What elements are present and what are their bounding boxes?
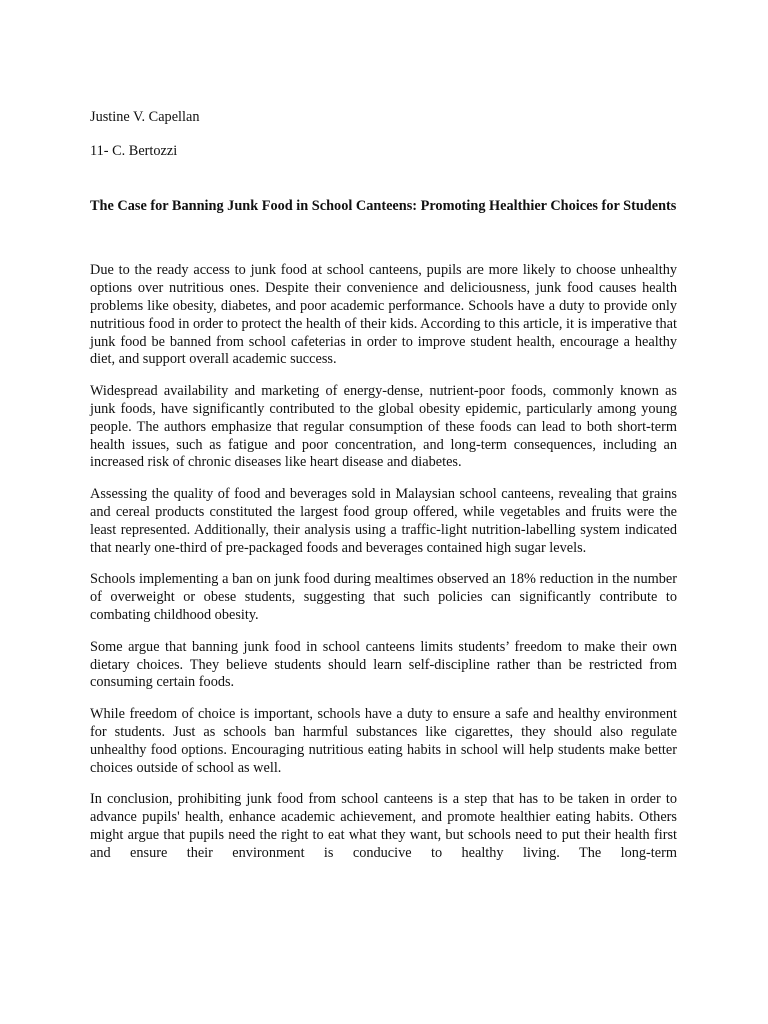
author-name: Justine V. Capellan — [90, 109, 200, 125]
essay-body — [90, 262, 677, 862]
paragraph-junk-food-obesity: Widespread availability and marketing of energy-dense, nutrient-poor foods, commonly known as junk foods, have significantly contributed to the global obesity epidemic, particularly among young people. The authors emphasize that regular consumption of these foods can lead to both short-term health issues, such as fatigue and poor concentration, and long-term consequences, including an increased risk of chronic diseases like heart disease and diabetes. — [90, 383, 677, 471]
paragraph-intro: Due to the ready access to junk food at school canteens, pupils are more likely to choose unhealthy options over nutritious ones. Despite their convenience and deliciousness, junk food causes health problems like obesity, diabetes, and poor academic performance. Schools have a duty to provide only nutritious food in order to protect the health of their kids. According to this article, it is imperative that junk food be banned from school cafeterias in order to improve student health, encourage a healthy diet, and support overall academic success. — [90, 262, 677, 368]
document-page — [90, 109, 677, 877]
essay-title: The Case for Banning Junk Food in School Canteens: Promoting Healthier Choices for Students — [90, 197, 677, 214]
paragraph-conclusion: In conclusion, prohibiting junk food from school canteens is a step that has to be taken in order to advance pupils' health, enhance academic achievement, and promote healthier eating habits. Others might argue that pupils need the right to eat what they want, but schools need to put their health first and ensure their environment is conducive to healthy living. The long-term — [90, 791, 677, 861]
paragraph-malaysian-canteens: Assessing the quality of food and beverages sold in Malaysian school canteens, revealing that grains and cereal products constituted the largest food group offered, while vegetables and fruits were the least represented. Additionally, their analysis using a traffic-light nutrition-labelling system indicated that nearly one-third of pre-packaged foods and beverages contained high sugar levels. — [90, 486, 677, 556]
class-section: 11- C. Bertozzi — [90, 142, 178, 159]
paragraph-rebuttal: While freedom of choice is important, schools have a duty to ensure a safe and healthy environment for students. Just as schools ban harmful substances like cigarettes, they should also regulate unhealthy food options. Encouraging nutritious eating habits in school will help students make better choices outside of school as well. — [90, 706, 677, 776]
paragraph-ban-results: Schools implementing a ban on junk food during mealtimes observed an 18% reduction in the number of overweight or obese students, suggesting that such policies can significantly contribute to combating childhood obesity. — [90, 571, 677, 623]
paragraph-counterargument: Some argue that banning junk food in school canteens limits students’ freedom to make their own dietary choices. They believe students should learn self-discipline rather than be restricted from consuming certain foods. — [90, 638, 677, 691]
